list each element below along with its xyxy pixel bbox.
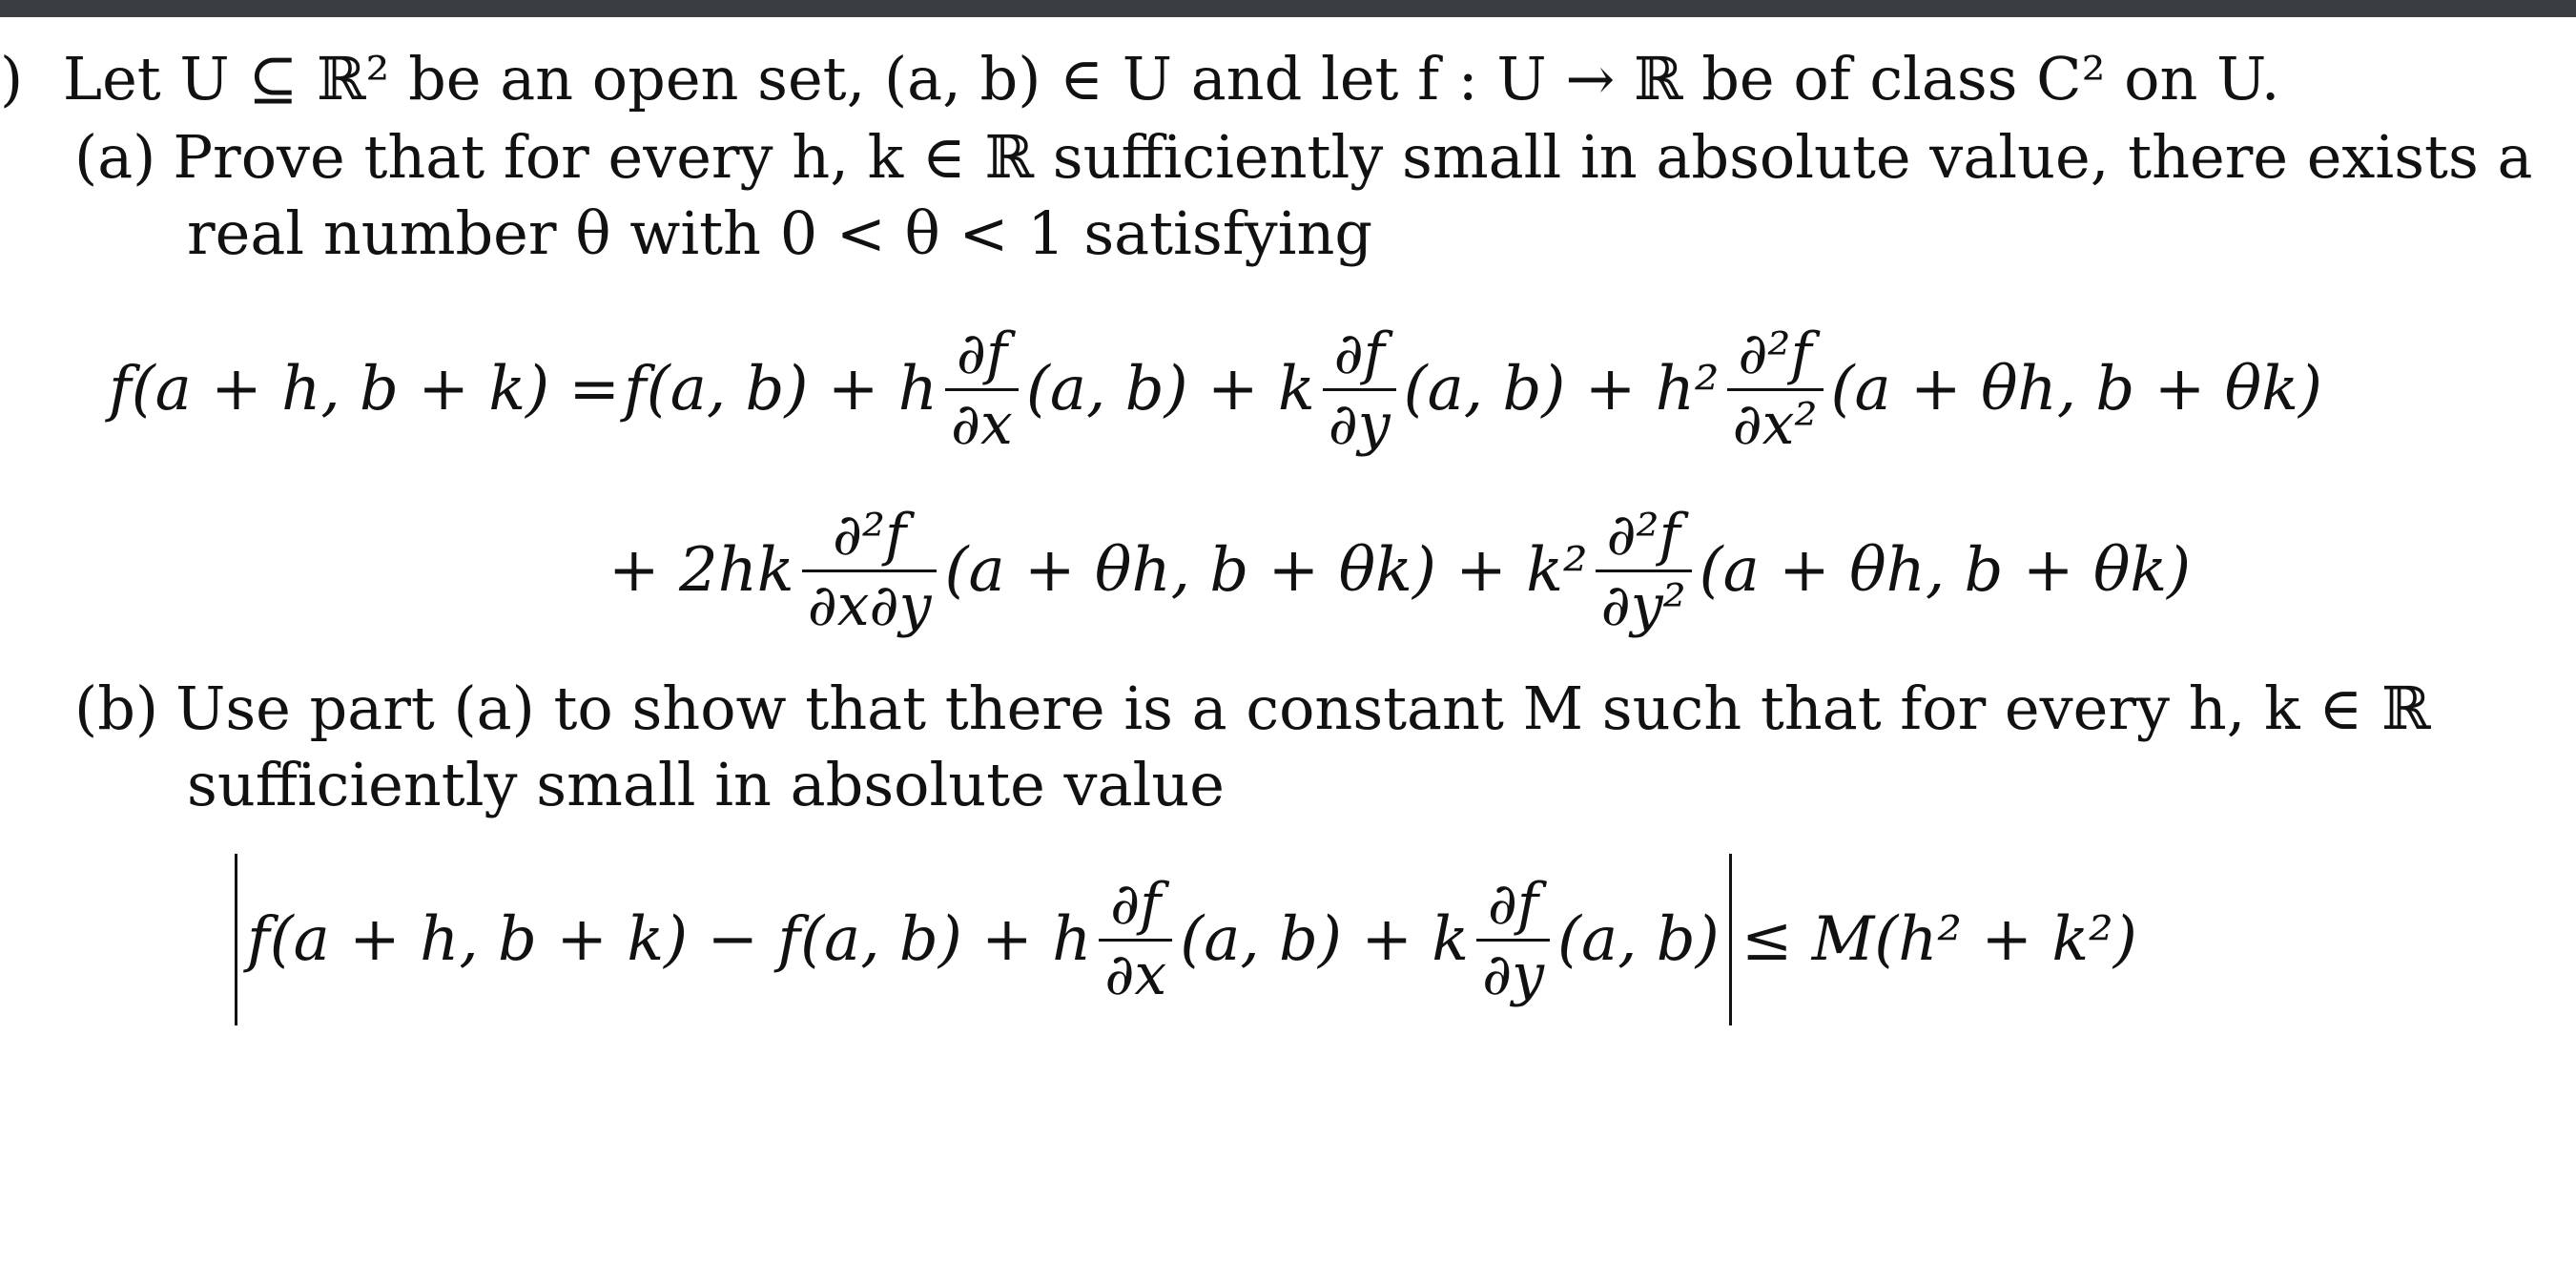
eq1-term-4: (a + θh, b + θk) <box>1830 354 2322 425</box>
eq1-term-2: (a, b) + k <box>1025 354 1315 425</box>
fraction-denominator: ∂y <box>1328 390 1391 458</box>
window-top-bar <box>0 0 2576 17</box>
part-a-line-2 <box>187 198 1373 268</box>
eq1-term-1: f(a, b) + h <box>624 354 938 425</box>
absolute-value-right-bar <box>1729 854 1732 1025</box>
part-b-text-1: Use part (a) to show that there is a constant M such that for every h, k ∈ ℝ <box>175 673 2431 743</box>
fraction-denominator: ∂x² <box>1732 390 1818 458</box>
part-b-line-1 <box>74 673 2431 743</box>
absolute-value-left-bar <box>235 854 237 1025</box>
fraction-numerator: ∂f <box>956 320 1008 387</box>
fraction-numerator: ∂f <box>1487 870 1539 938</box>
eq1-term-3: (a, b) + h² <box>1403 354 1720 425</box>
part-b-line-2 <box>187 750 1225 819</box>
ineq-term-2: (a, b) + k <box>1180 904 1470 975</box>
problem-statement: Let U ⊆ ℝ² be an open set, (a, b) ∈ U and let f : U → ℝ be of class C² on U. <box>62 44 2280 114</box>
fraction-numerator: ∂f <box>1110 870 1162 938</box>
fraction-denominator: ∂x <box>951 390 1013 458</box>
fraction-denominator: ∂y² <box>1600 571 1686 639</box>
eq2-term-2: (a + θh, b + θk) + k² <box>944 535 1588 606</box>
fraction-numerator: ∂²f <box>1738 320 1812 387</box>
fraction-numerator: ∂²f <box>1606 501 1680 569</box>
ineq-rhs: ≤ M(h² + k²) <box>1741 904 2137 975</box>
eq1-lhs: f(a + h, b + k) = <box>109 354 621 425</box>
fraction-denominator: ∂y <box>1482 941 1544 1008</box>
second-partial-xx-fraction <box>1727 320 1824 458</box>
part-a-text-1: Prove that for every h, k ∈ ℝ sufficiently small in absolute value, there exists a <box>173 122 2533 192</box>
bound-inequality <box>227 849 2139 1030</box>
partial-f-partial-x-fraction <box>945 320 1019 458</box>
eq2-term-1: + 2hk <box>608 535 794 606</box>
eq2-term-3: (a + θh, b + θk) <box>1699 535 2192 606</box>
part-b-label: (b) <box>74 673 159 743</box>
problem-number-fragment: ) <box>0 44 24 114</box>
taylor-equation-line-2 <box>607 485 2193 656</box>
second-partial-yy-fraction <box>1596 501 1692 639</box>
part-a-text-2: real number θ with 0 < θ < 1 satisfying <box>187 198 1373 268</box>
part-b-text-2: sufficiently small in absolute value <box>187 750 1225 819</box>
part-a-label: (a) <box>74 122 156 192</box>
partial-f-partial-y-fraction <box>1323 320 1396 458</box>
fraction-numerator: ∂²f <box>832 501 907 569</box>
taylor-equation-line-1 <box>107 303 2324 475</box>
ineq-term-3: (a, b) <box>1556 904 1720 975</box>
mixed-partial-fraction <box>802 501 938 639</box>
partial-f-partial-x-fraction <box>1099 870 1172 1008</box>
fraction-denominator: ∂x∂y <box>807 571 932 639</box>
fraction-numerator: ∂f <box>1333 320 1385 387</box>
ineq-term-1: f(a + h, b + k) − f(a, b) + h <box>247 904 1092 975</box>
fraction-denominator: ∂x <box>1104 941 1167 1008</box>
partial-f-partial-y-fraction <box>1476 870 1550 1008</box>
part-a-line-1 <box>74 122 2533 192</box>
problem-intro <box>0 44 2280 114</box>
